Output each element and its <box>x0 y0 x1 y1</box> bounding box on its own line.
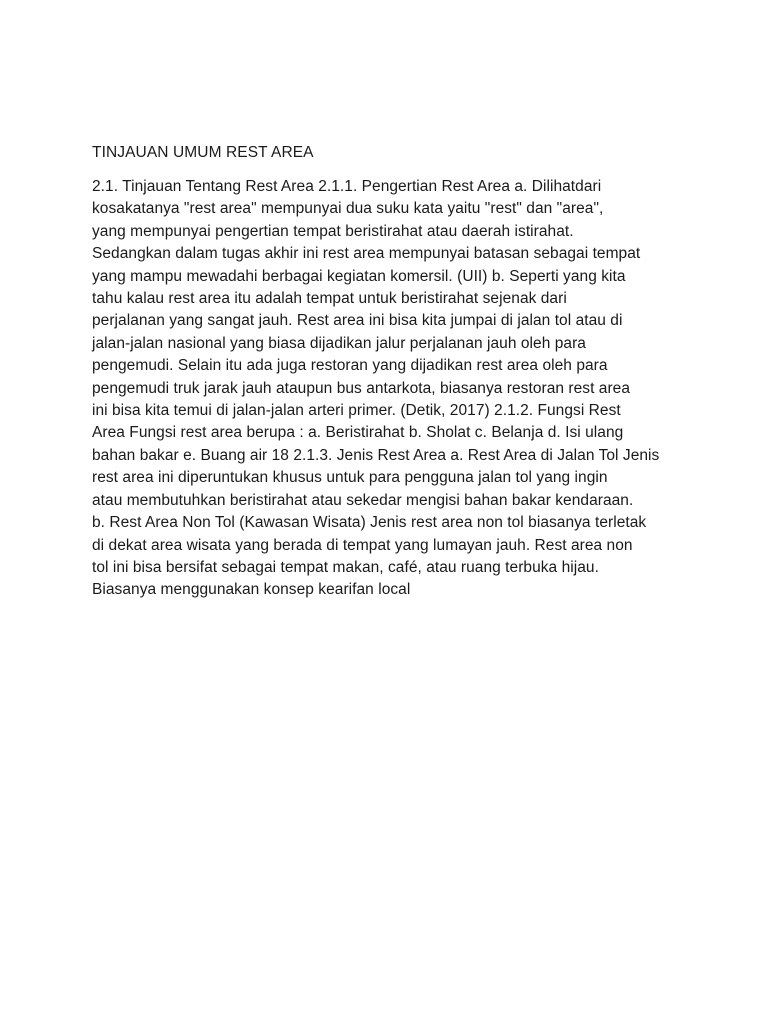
body-line: b. Rest Area Non Tol (Kawasan Wisata) Jenis rest area non tol biasanya terletak <box>92 514 647 532</box>
body-line: Biasanya menggunakan konsep kearifan local <box>92 581 411 599</box>
body-line: pengemudi. Selain itu ada juga restoran yang dijadikan rest area oleh para <box>92 357 608 375</box>
body-line: bahan bakar e. Buang air 18 2.1.3. Jenis Rest Area a. Rest Area di Jalan Tol Jenis <box>92 446 660 464</box>
document-content <box>92 142 684 602</box>
body-line: ini bisa kita temui di jalan-jalan arteri primer. (Detik, 2017) 2.1.2. Fungsi Rest <box>92 402 621 420</box>
document-body <box>92 176 684 602</box>
body-line: tol ini bisa bersifat sebagai tempat makan, café, atau ruang terbuka hijau. <box>92 558 599 576</box>
body-line: Area Fungsi rest area berupa : a. Beristirahat b. Sholat c. Belanja d. Isi ulang <box>92 424 624 442</box>
body-line: kosakatanya "rest area" mempunyai dua suku kata yaitu "rest" dan "area", <box>92 200 604 218</box>
body-line: 2.1. Tinjauan Tentang Rest Area 2.1.1. Pengertian Rest Area a. Dilihatdari <box>92 178 602 195</box>
body-line: Sedangkan dalam tugas akhir ini rest area mempunyai batasan sebagai tempat <box>92 245 641 263</box>
body-line: yang mampu mewadahi berbagai kegiatan komersil. (UII) b. Seperti yang kita <box>92 267 626 285</box>
body-line: yang mempunyai pengertian tempat beristirahat atau daerah istirahat. <box>92 222 574 240</box>
body-line: tahu kalau rest area itu adalah tempat untuk beristirahat sejenak dari <box>92 290 567 308</box>
body-line: atau membutuhkan beristirahat atau sekedar mengisi bahan bakar kendaraan. <box>92 491 634 509</box>
body-line: di dekat area wisata yang berada di tempat yang lumayan jauh. Rest area non <box>92 536 633 554</box>
body-line: rest area ini diperuntukan khusus untuk para pengguna jalan tol yang ingin <box>92 469 608 487</box>
body-line: pengemudi truk jarak jauh ataupun bus antarkota, biasanya restoran rest area <box>92 379 631 397</box>
body-line: perjalanan yang sangat jauh. Rest area ini bisa kita jumpai di jalan tol atau di <box>92 312 623 330</box>
document-title: TINJAUAN UMUM REST AREA <box>92 144 314 161</box>
body-line: jalan-jalan nasional yang biasa dijadikan jalur perjalanan jauh oleh para <box>92 334 586 352</box>
